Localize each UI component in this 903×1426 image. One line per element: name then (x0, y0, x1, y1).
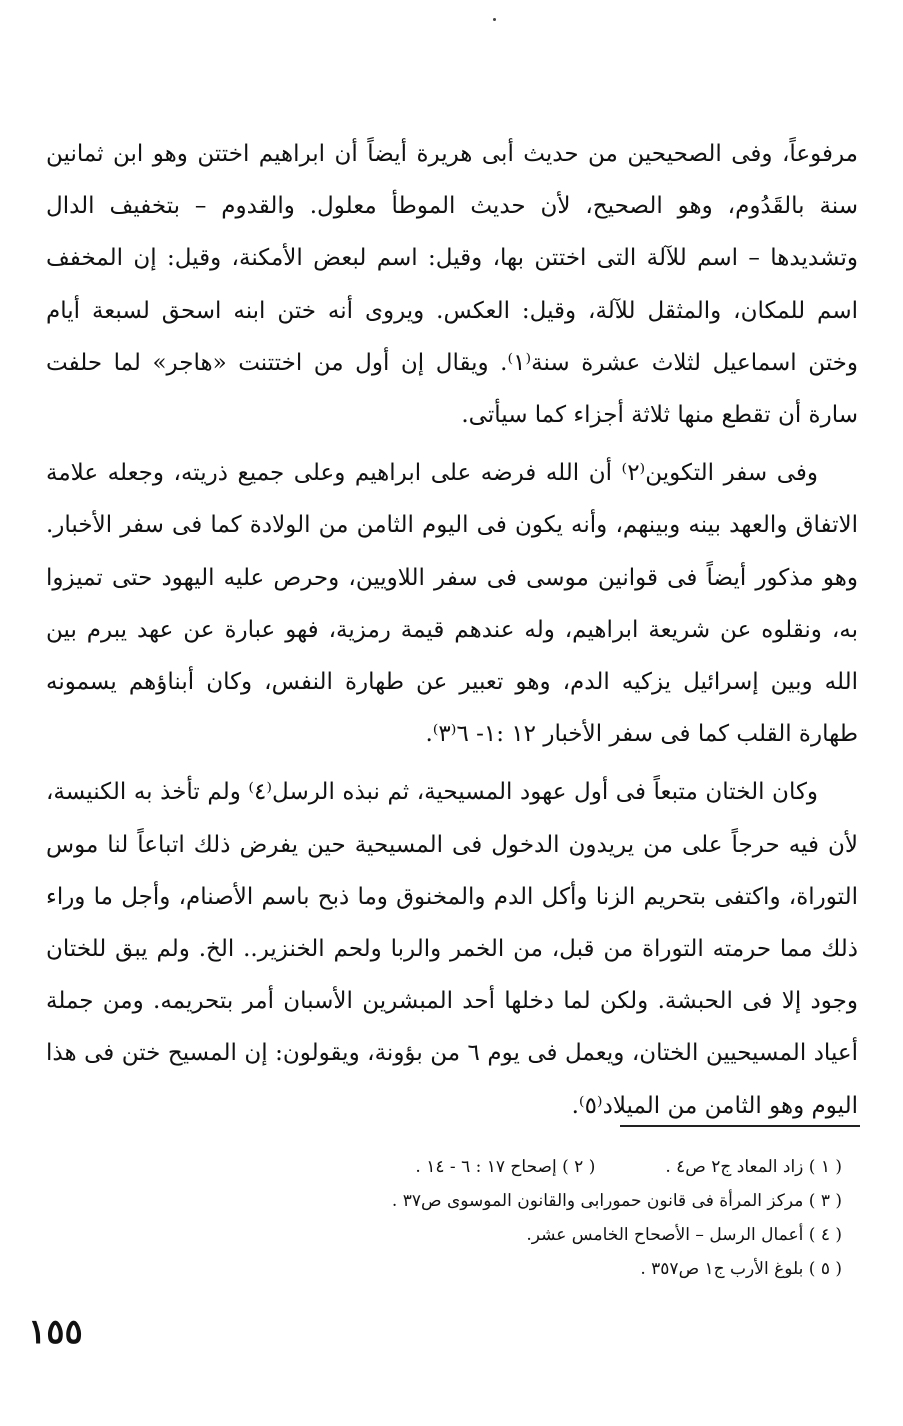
footnote-row-3 (100, 1218, 842, 1252)
print-speck (493, 18, 496, 21)
footnote-2: ( ٢ ) إصحاح ١٧ : ٦ - ١٤ . (415, 1157, 596, 1177)
footnote-1: ( ١ ) زاد المعاد ج٢ ص٤ . (665, 1157, 842, 1177)
footnote-row-4 (100, 1252, 842, 1286)
footnote-divider (620, 1125, 860, 1127)
footnote-3: ( ٣ ) مركز المرأة فى قانون حمورابى والقانون الموسوى ص٣٧ . (391, 1191, 842, 1211)
page-number: ١٥٥ (28, 1312, 83, 1352)
footnotes (100, 1150, 842, 1286)
footnote-row-1 (100, 1150, 842, 1184)
paragraph-3: وكان الختان متبعاً فى أول عهود المسيحية، ثم نبذه الرسل⁽٤⁾ ولم تأخذ به الكنيسة، لأن فيه حرجاً على من يريدون الدخول فى المسيحية حين يفرض ذلك اتباعاً لنا موس التوراة، واكتفى بتحريم الزنا وأكل الدم والمخنوق وما ذبح باسم الأصنام، وأجل ما وراء ذلك مما حرمته التوراة من قبل، من الخمر والربا ولحم الخنزير.. الخ. ولم يبق للختان وجود إلا فى الحبشة. ولكن لما دخلها أحد المبشرين الأسبان أمر بتحريمه. ومن جملة أعياد المسيحيين الختان، ويعمل فى يوم ٦ من بؤونة، ويقولون: إن المسيح ختن فى هذا اليوم وهو الثامن من الميلاد⁽٥⁾. (46, 779, 858, 1119)
footnote-4: ( ٤ ) أعمال الرسل – الأصحاح الخامس عشر. (526, 1225, 842, 1245)
paragraph-1: مرفوعاً، وفى الصحيحين من حديث أبى هريرة أيضاً أن ابراهيم اختتن وهو ابن ثمانين سنة بالقَدُوم، وهو الصحيح، لأن حديث الموطأ معلول. والقدوم – بتخفيف الدال وتشديدها – اسم للآلة التى اختتن بها، وقيل: اسم لبعض الأمكنة، وقيل: إن المخفف اسم للمكان، والمثقل للآلة، وقيل: العكس. ويروى أنه ختن ابنه اسحق لسبعة أيام وختن اسماعيل لثلاث عشرة سنة⁽١⁾. ويقال إن أول من اختتنت «هاجر» لما حلفت سارة أن تقطع منها ثلاثة أجزاء كما سيأتى. (46, 141, 858, 429)
footnote-row-2 (100, 1184, 842, 1218)
main-text (46, 128, 858, 1132)
footnote-5: ( ٥ ) بلوغ الأرب ج١ ص٣٥٧ . (640, 1259, 842, 1279)
paragraph-2: وفى سفر التكوين⁽٢⁾ أن الله فرضه على ابراهيم وعلى جميع ذريته، وجعله علامة الاتفاق والعهد بينه وبينهم، وأنه يكون فى اليوم الثامن من الولادة كما فى سفر الأخبار. وهو مذكور أيضاً فى قوانين موسى فى سفر اللاويين، وحرص عليه اليهود حتى تميزوا به، ونقلوه عن شريعة ابراهيم، وله عندهم قيمة رمزية، فهو عبارة عن عهد يبرم بين الله وبين إسرائيل يزكيه الدم، وهو تعبير عن طهارة النفس، وكان أبناؤهم يسمونه طهارة القلب كما فى سفر الأخبار ١٢ :١- ٦⁽٣⁾. (46, 460, 858, 748)
